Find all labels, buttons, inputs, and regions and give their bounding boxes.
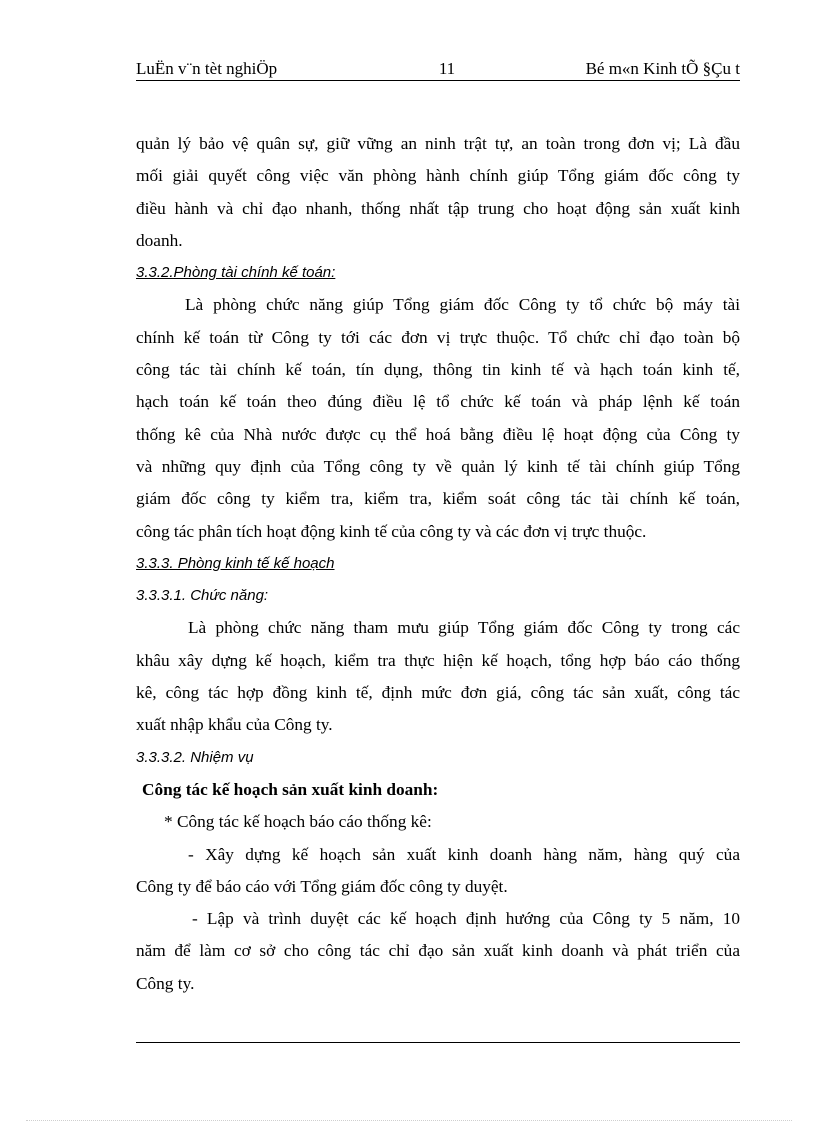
list-item-line: - Lập và trình duyệt các kế hoạch định hướng của Công ty 5 năm, 10 (192, 909, 740, 929)
bullet-heading: * Công tác kế hoạch báo cáo thống kê: (164, 812, 432, 832)
paragraph-line: giám đốc công ty kiểm tra, kiểm tra, kiểm soát công tác tài chính kế toán, (136, 489, 740, 509)
page-header (136, 58, 740, 82)
list-item-line: Công ty. (136, 973, 195, 993)
subsection-heading-3-3-3-1: 3.3.3.1. Chức năng: (136, 587, 269, 605)
paragraph-line: công tác tài chính kế toán, tín dụng, thông tin kinh tế và hạch toán kinh tế, (136, 360, 740, 380)
footer-divider (136, 1042, 740, 1043)
page-body (136, 128, 740, 1000)
bold-subheading: Công tác kế hoạch sản xuất kinh doanh: (142, 779, 439, 799)
paragraph-line: doanh. (136, 230, 183, 250)
paragraph-line: công tác phân tích hoạt động kinh tế của công ty và các đơn vị trực thuộc. (136, 521, 647, 541)
paragraph-line: khâu xây dựng kế hoạch, kiểm tra thực hiện kế hoạch, tổng hợp báo cáo thống (136, 650, 740, 670)
page-number: 11 (438, 59, 456, 78)
page-bottom-edge (26, 1120, 792, 1121)
header-department: Bé m«n Kinh tÕ §Çu t (585, 59, 740, 78)
list-item-line: Công ty để báo cáo với Tổng giám đốc công ty duyệt. (136, 876, 508, 896)
list-item-line: - Xây dựng kế hoạch sản xuất kinh doanh hàng năm, hàng quý của (188, 844, 740, 864)
paragraph-line: điều hành và chỉ đạo nhanh, thống nhất tập trung cho hoạt động sản xuất kinh (136, 198, 740, 218)
paragraph-line: xuất nhập khẩu của Công ty. (136, 715, 333, 735)
section-heading-3-3-3: 3.3.3. Phòng kinh tế kế hoạch (136, 554, 335, 572)
paragraph-line: kê, công tác hợp đồng kinh tế, định mức đơn giá, công tác sản xuất, công tác (136, 683, 740, 703)
paragraph-line: quản lý bảo vệ quân sự, giữ vững an ninh trật tự, an toàn trong đơn vị; Là đầu (136, 134, 740, 153)
paragraph-line: Là phòng chức năng tham mưu giúp Tổng giám đốc Công ty trong các (188, 618, 740, 638)
paragraph-line: Là phòng chức năng giúp Tổng giám đốc Công ty tổ chức bộ máy tài (185, 295, 740, 315)
subsection-heading-3-3-3-2: 3.3.3.2. Nhiệm vụ (136, 748, 254, 766)
header-divider (136, 80, 740, 81)
paragraph-line: thống kê của Nhà nước được cụ thể hoá bằng điều lệ hoạt động của Công ty (136, 424, 740, 444)
paragraph-line: mối giải quyết công việc văn phòng hành chính giúp Tổng giám đốc công ty (136, 166, 740, 186)
paragraph-line: và những quy định của Tổng công ty về quản lý kinh tế tài chính giúp Tổng (136, 456, 740, 476)
header-thesis-title: LuËn v¨n tèt nghiÖp (136, 59, 278, 78)
section-heading-3-3-2: 3.3.2.Phòng tài chính kế toán: (136, 264, 336, 282)
paragraph-line: hạch toán kế toán theo đúng điều lệ tổ chức kế toán và pháp lệnh kế toán (136, 392, 740, 412)
paragraph-line: chính kế toán từ Công ty tới các đơn vị trực thuộc. Tổ chức chỉ đạo toàn bộ (136, 327, 740, 347)
list-item-line: năm để làm cơ sở cho công tác chỉ đạo sản xuất kinh doanh và phát triển của (136, 941, 740, 961)
